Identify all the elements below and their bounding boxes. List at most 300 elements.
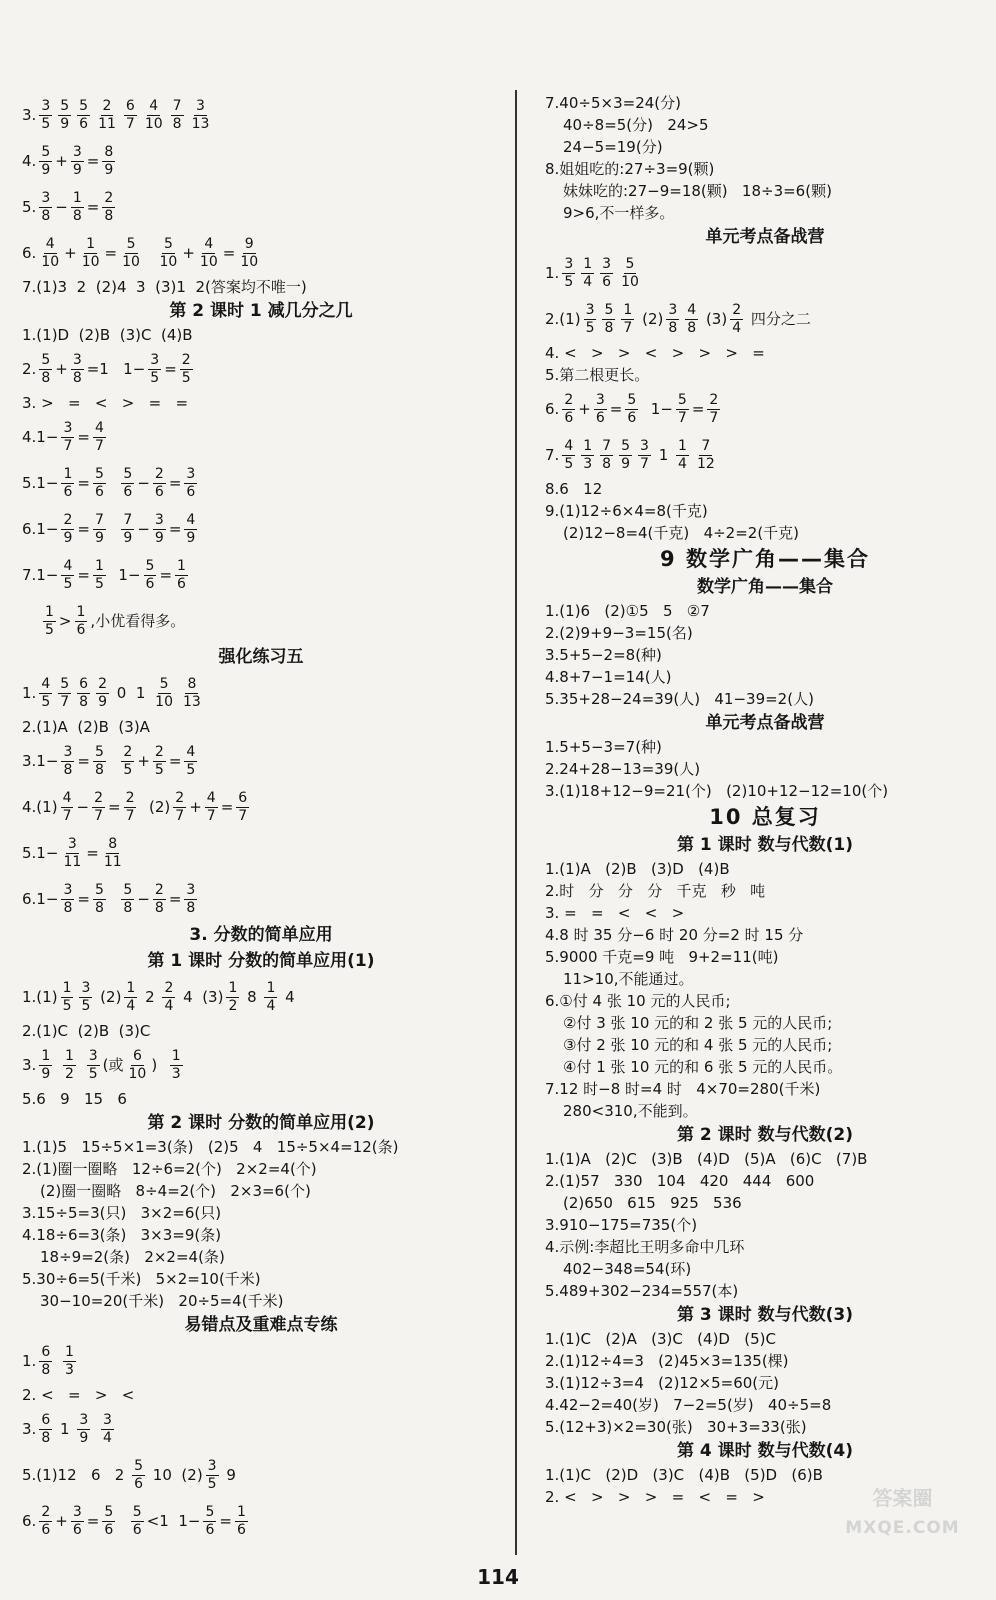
denominator: 10 [159, 253, 178, 270]
denominator: 5 [62, 997, 72, 1014]
answer-text: 5.30÷6=5(千米) 5×2=10(千米) [22, 1270, 261, 1288]
numerator: 1 [65, 1343, 74, 1360]
answer-text: 2.(1)C (2)B (3)C [22, 1022, 151, 1040]
answer-line [22, 184, 500, 230]
answer-text: 4.18÷6=3(条) 3×3=9(条) [22, 1226, 222, 1244]
answer-text: = [220, 798, 234, 816]
answer-text: − [76, 798, 90, 816]
fraction [153, 744, 166, 779]
fraction [96, 676, 109, 711]
answer-text [93, 1418, 98, 1440]
denominator: 9 [104, 161, 114, 178]
denominator: 5 [181, 369, 191, 386]
answer-line [545, 92, 985, 114]
answer-line [22, 784, 500, 830]
numerator: 3 [72, 143, 82, 160]
answer-text: ,小优看得多。 [90, 612, 186, 630]
answer-line [545, 924, 985, 946]
fraction [39, 676, 52, 711]
numerator: 3 [186, 881, 196, 898]
denominator: 8 [41, 369, 51, 386]
fraction [602, 302, 615, 337]
answer-line [545, 1328, 985, 1350]
answer-text: + [64, 244, 77, 262]
answer-line [545, 1258, 985, 1280]
answer-line [545, 858, 985, 880]
numerator: 5 [104, 1503, 114, 1520]
fraction [264, 980, 277, 1015]
answer-line [545, 1350, 985, 1372]
answer-text: = [86, 198, 100, 216]
fraction [203, 1504, 216, 1539]
answer-line [22, 1338, 500, 1384]
fraction [61, 466, 74, 501]
numerator: 3 [79, 1411, 89, 1428]
answer-text: 5.(1)12 6 2 [22, 1466, 130, 1484]
answer-line [545, 478, 985, 500]
answer-line [22, 598, 500, 644]
answer-text: 24−5=19(分) [563, 138, 663, 156]
answer-line [545, 1100, 985, 1122]
numerator: 3 [88, 1047, 98, 1064]
answer-text: 3.1− [22, 752, 59, 770]
numerator: 3 [564, 255, 574, 272]
numerator: 3 [640, 437, 649, 454]
answer-text: 6. [545, 400, 560, 418]
numerator: 4 [63, 557, 73, 574]
fraction [124, 980, 137, 1015]
answer-text: 1− [108, 566, 141, 584]
answer-text [118, 1510, 128, 1532]
answer-text: ④付 1 张 10 元的和 6 张 5 元的人民币。 [563, 1058, 843, 1076]
answer-text: 4. [22, 152, 37, 170]
answer-line [545, 780, 985, 802]
answer-text: 1 [55, 1420, 75, 1438]
section-heading: 第 2 课时 数与代数(2) [677, 1125, 853, 1145]
denominator: 7 [60, 693, 70, 710]
answer-text [109, 472, 119, 494]
answer-text: ③付 2 张 10 元的和 4 张 5 元的人民币; [563, 1036, 833, 1054]
denominator: 10 [199, 253, 218, 270]
fraction [121, 882, 134, 917]
answer-text: = [168, 890, 182, 908]
fraction [153, 512, 166, 547]
denominator: 8 [668, 319, 678, 336]
answer-text: 1.(1)A (2)C (3)B (4)D (5)A (6)C (7)B [545, 1150, 868, 1168]
answer-text: 3. [22, 1420, 37, 1438]
numerator: 1 [76, 603, 86, 620]
fraction [600, 438, 613, 473]
numerator: 2 [709, 391, 719, 408]
answer-text: 妹妹吃的:27−9=18(颗) 18÷3=6(颗) [563, 182, 832, 200]
numerator: 5 [604, 301, 614, 318]
fraction [181, 676, 203, 711]
denominator: 8 [687, 319, 697, 336]
fraction [170, 1048, 183, 1083]
numerator: 6 [41, 1411, 51, 1428]
answer-line [22, 1088, 500, 1110]
fraction [685, 302, 698, 337]
numerator: 1 [623, 301, 633, 318]
numerator: 5 [123, 881, 133, 898]
numerator: 6 [125, 97, 135, 114]
answer-text: 2.(1)A (2)B (3)A [22, 718, 150, 736]
denominator: 9 [60, 115, 70, 132]
answer-line [545, 202, 985, 224]
denominator: 12 [696, 455, 715, 472]
section-heading: 单元考点备战营 [705, 227, 825, 247]
fraction [584, 302, 597, 337]
fraction [39, 1412, 52, 1447]
numerator: 2 [564, 391, 574, 408]
numerator: 5 [79, 97, 89, 114]
numerator: 3 [81, 979, 91, 996]
fraction [61, 790, 74, 825]
answer-line [22, 1246, 500, 1268]
answer-text: 2.(2)9+9−3=15(名) [545, 624, 693, 642]
answer-text: 2.时 分 分 分 千克 秒 吨 [545, 882, 766, 900]
answer-text: <1 1− [146, 1512, 201, 1530]
answer-text: 1.5+5−3=7(种) [545, 738, 662, 756]
fraction [131, 1504, 144, 1539]
denominator: 7 [623, 319, 633, 336]
fraction [39, 1344, 52, 1379]
answer-line [22, 974, 500, 1020]
denominator: 11 [63, 853, 82, 870]
fraction [71, 190, 84, 225]
fraction [77, 98, 90, 133]
fraction [120, 236, 142, 271]
numerator: 3 [63, 743, 73, 760]
denominator: 4 [126, 997, 136, 1014]
fraction [205, 790, 218, 825]
fraction [77, 676, 90, 711]
denominator: 7 [63, 437, 73, 454]
numerator: 1 [266, 979, 276, 996]
fraction [621, 302, 634, 337]
denominator: 7 [125, 807, 135, 824]
fraction [581, 256, 594, 291]
fraction [63, 1048, 76, 1083]
denominator: 2 [65, 1065, 74, 1082]
fraction [171, 98, 184, 133]
numerator: 7 [701, 437, 711, 454]
answer-text: + [578, 400, 591, 418]
fraction [79, 980, 92, 1015]
answer-text: = [168, 752, 182, 770]
section-heading: 强化练习五 [218, 647, 304, 667]
column-divider [515, 90, 517, 1555]
answer-line [545, 902, 985, 924]
answer-text: 5.1− [22, 474, 59, 492]
answer-text: 7.1− [22, 566, 59, 584]
answer-line [545, 600, 985, 622]
numerator: 3 [150, 351, 160, 368]
denominator: 6 [76, 621, 86, 638]
fraction [236, 790, 249, 825]
answer-text: 9.(1)12÷6×4=8(千克) [545, 502, 708, 520]
numerator: 1 [678, 437, 687, 454]
section-heading: 第 4 课时 数与代数(4) [677, 1441, 853, 1461]
answer-text: 7. [545, 446, 560, 464]
numerator: 2 [104, 189, 114, 206]
numerator: 1 [41, 1047, 51, 1064]
fraction [61, 512, 74, 547]
answer-line [545, 1236, 985, 1258]
answer-text: = [164, 360, 177, 378]
answer-text: 1.(1)6 (2)①5 5 ②7 [545, 602, 710, 620]
numerator: 1 [236, 1503, 246, 1520]
fraction [730, 302, 743, 337]
denominator: 6 [154, 483, 164, 500]
numerator: 6 [238, 789, 248, 806]
denominator: 6 [145, 575, 155, 592]
answer-text: 5.9000 千克=9 吨 9+2=11(吨) [545, 948, 779, 966]
denominator: 7 [94, 807, 103, 824]
section-heading: 数学广角——集合 [697, 577, 833, 597]
fraction [121, 466, 134, 501]
fraction [180, 352, 193, 387]
chapter-heading: 10 总复习 [709, 805, 821, 829]
answer-line [545, 736, 985, 758]
denominator: 6 [627, 409, 637, 426]
numerator: 5 [94, 465, 104, 482]
answer-line [22, 1020, 500, 1042]
answer-text: 4 [280, 988, 295, 1006]
answer-text [109, 518, 119, 540]
fraction [124, 98, 137, 133]
answer-text: 9 [221, 1466, 236, 1484]
fraction [238, 236, 260, 271]
answer-line [545, 1416, 985, 1438]
fraction [143, 98, 165, 133]
denominator: 10 [240, 253, 259, 270]
denominator: 6 [564, 409, 574, 426]
denominator: 5 [585, 319, 595, 336]
answer-line [22, 1498, 500, 1544]
answer-text: 4.8 时 35 分−6 时 20 分=2 时 15 分 [545, 926, 804, 944]
answer-text: 四分之二 [746, 310, 811, 328]
answer-text: 2.(1)圈一圈略 12÷6=2(个) 2×2=4(个) [22, 1160, 317, 1178]
numerator: 5 [94, 743, 104, 760]
answer-text: 4.1− [22, 428, 59, 446]
numerator: 8 [108, 835, 118, 852]
numerator: 3 [595, 391, 605, 408]
denominator: 5 [123, 761, 133, 778]
answer-text: = [219, 1512, 232, 1530]
denominator: 5 [94, 575, 104, 592]
numerator: 1 [583, 255, 593, 272]
answer-text: 1.(1)C (2)A (3)C (4)D (5)C [545, 1330, 776, 1348]
denominator: 2 [228, 997, 238, 1014]
answer-text: = [159, 566, 173, 584]
fraction [175, 558, 188, 593]
answer-line [545, 1170, 985, 1192]
denominator: 6 [602, 273, 612, 290]
denominator: 4 [678, 455, 687, 472]
numerator: 5 [677, 391, 687, 408]
numerator: 3 [154, 511, 164, 528]
denominator: 5 [63, 575, 73, 592]
denominator: 7 [62, 807, 72, 824]
answer-text: 4.(1) [22, 798, 58, 816]
answer-text: =1 1− [86, 360, 146, 378]
denominator: 6 [186, 483, 196, 500]
denominator: 11 [103, 853, 122, 870]
answer-line [22, 1042, 500, 1088]
fraction [63, 1344, 76, 1379]
answer-line [545, 1148, 985, 1170]
fraction [43, 604, 56, 639]
numerator: 4 [62, 789, 72, 806]
denominator: 9 [72, 161, 82, 178]
answer-line [545, 386, 985, 432]
denominator: 5 [564, 455, 574, 472]
answer-text: + [137, 752, 150, 770]
fraction [638, 438, 651, 473]
fraction [600, 256, 613, 291]
fraction [92, 790, 105, 825]
numerator: 2 [63, 511, 73, 528]
denominator: 10 [41, 253, 60, 270]
answer-text: 1. [22, 684, 37, 702]
denominator: 11 [98, 115, 116, 132]
denominator: 3 [171, 1065, 181, 1082]
numerator: 8 [187, 675, 197, 692]
answer-line [545, 158, 985, 180]
denominator: 8 [94, 761, 104, 778]
numerator: 5 [123, 465, 133, 482]
fraction [75, 604, 88, 639]
numerator: 1 [45, 603, 54, 620]
answer-line [22, 1180, 500, 1202]
answer-line [545, 990, 985, 1012]
fraction [58, 676, 71, 711]
denominator: 6 [177, 575, 186, 592]
denominator: 6 [94, 483, 104, 500]
fraction [39, 352, 52, 387]
denominator: 7 [175, 807, 185, 824]
numerator: 7 [172, 97, 182, 114]
answer-text: + [55, 1512, 68, 1530]
fraction [39, 1048, 52, 1083]
numerator: 6 [132, 1047, 142, 1064]
fraction [39, 236, 61, 271]
answer-text: 18÷9=2(条) 2×2=4(条) [40, 1248, 225, 1266]
fraction [666, 302, 679, 337]
answer-text: 6. [22, 244, 37, 262]
fraction [153, 882, 166, 917]
answer-line [545, 1078, 985, 1100]
answer-text: (2) [95, 988, 122, 1006]
fraction [93, 882, 106, 917]
answer-text: 5. [22, 198, 37, 216]
numerator: 7 [602, 437, 612, 454]
numerator: 5 [41, 351, 51, 368]
answer-line [545, 622, 985, 644]
fraction [93, 420, 106, 455]
denominator: 8 [72, 207, 82, 224]
denominator: 5 [154, 761, 164, 778]
numerator: 2 [102, 97, 112, 114]
section-heading: 第 1 课时 数与代数(1) [677, 835, 853, 855]
fraction [235, 1504, 248, 1539]
denominator: 10 [81, 253, 100, 270]
section-heading: 第 3 课时 数与代数(3) [677, 1305, 853, 1325]
fraction [87, 1048, 100, 1083]
answer-text: 6.1− [22, 890, 59, 908]
answer-text: 2. [22, 360, 37, 378]
section-heading: 第 2 课时 分数的简单应用(2) [147, 1113, 375, 1133]
denominator: 6 [123, 483, 133, 500]
answer-text: + [182, 244, 195, 262]
numerator: 3 [63, 419, 73, 436]
denominator: 6 [132, 1521, 142, 1538]
answer-text: 2.(1) [545, 310, 581, 328]
answer-text: 1.(1)D (2)B (3)C (4)B [22, 326, 193, 344]
answer-line [545, 250, 985, 296]
denominator: 8 [63, 761, 73, 778]
answer-text: 3. > = < > = = [22, 394, 189, 412]
answer-text: 2 [140, 988, 160, 1006]
answer-line [545, 1056, 985, 1078]
denominator: 9 [41, 161, 51, 178]
fraction [102, 836, 124, 871]
numerator: 4 [186, 511, 196, 528]
numerator: 5 [60, 675, 70, 692]
numerator: 6 [41, 1343, 51, 1360]
denominator: 3 [583, 455, 593, 472]
watermark-logo: 答案圈 MXQE.COM [845, 1486, 960, 1538]
numerator: 4 [564, 437, 574, 454]
denominator: 10 [144, 115, 163, 132]
fraction [121, 512, 134, 547]
fraction [77, 1412, 90, 1447]
answer-text: 4.42−2=40(岁) 7−2=5(岁) 40÷5=8 [545, 1396, 832, 1414]
denominator: 6 [63, 483, 73, 500]
answer-text: 1.(1)5 15÷5×1=3(条) (2)5 4 15÷5×4=12(条) [22, 1138, 399, 1156]
answer-text: 2. < = > < [22, 1386, 135, 1404]
numerator: 2 [98, 675, 107, 692]
answer-text: = [77, 474, 90, 492]
denominator: 7 [677, 409, 687, 426]
left-column [22, 92, 500, 1544]
denominator: 8 [123, 899, 133, 916]
answer-line [22, 324, 500, 346]
numerator: 5 [205, 1503, 215, 1520]
section-heading: 第 2 课时 1 减几分之几 [169, 301, 353, 321]
answer-line [545, 644, 985, 666]
fraction [61, 980, 74, 1015]
answer-line [545, 880, 985, 902]
fraction [61, 744, 74, 779]
numerator: 4 [186, 743, 196, 760]
denominator: 9 [621, 455, 630, 472]
fraction [190, 98, 212, 133]
answer-text: 5.1− [22, 844, 59, 862]
answer-text: ) [151, 1056, 167, 1074]
denominator: 8 [41, 1429, 51, 1446]
denominator: 4 [103, 1429, 112, 1446]
answer-line [545, 1372, 985, 1394]
numerator: 1 [62, 979, 72, 996]
fraction [101, 1412, 114, 1447]
numerator: 2 [154, 743, 164, 760]
denominator: 4 [732, 319, 742, 336]
answer-text: 3. = = < < > [545, 904, 685, 922]
answer-line [22, 1452, 500, 1498]
answer-line [545, 1192, 985, 1214]
